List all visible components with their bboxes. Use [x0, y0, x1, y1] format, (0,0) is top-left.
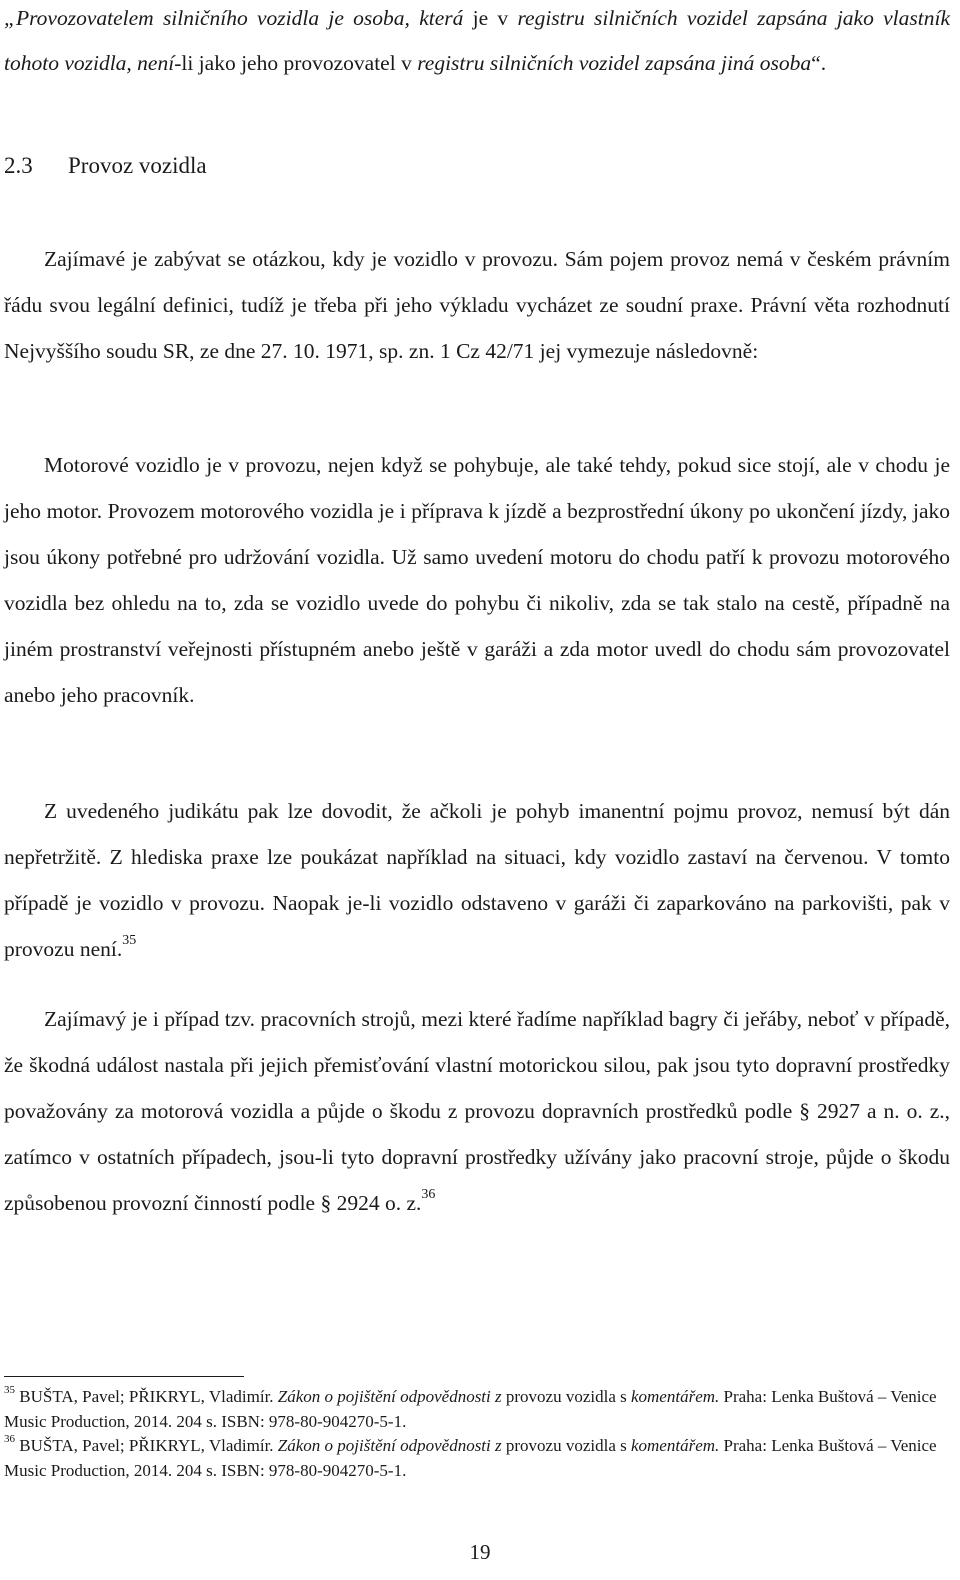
- quote-continuation: [4, 0, 950, 86]
- footnote-ref-35[interactable]: 35: [122, 932, 137, 948]
- quote-plain-2: li jako jeho provozovatel v: [181, 51, 418, 75]
- footnotes: [4, 1385, 950, 1483]
- quote-plain-1: je v: [463, 6, 518, 30]
- footnote-mid: provozu vozidla s: [501, 1436, 631, 1455]
- section-number: 2.3: [4, 153, 33, 178]
- quote-italic-1: „Provozovatelem silničního vozidla je osoba, která: [4, 6, 464, 30]
- footnote-title-2: komentářem.: [630, 1387, 720, 1406]
- paragraph-work-machines: [4, 996, 950, 1226]
- footnote-authors: BUŠTA, Pavel; PŘIKRYL, Vladimír.: [15, 1436, 278, 1455]
- footnote-title: Zákon o pojištění odpovědnosti z: [277, 1436, 502, 1455]
- footnote-ref-36[interactable]: 36: [421, 1186, 436, 1202]
- paragraph-judgment-quote: Motorové vozidlo je v provozu, nejen když se pohybuje, ale také tehdy, pokud sice stojí, ale v chodu je jeho motor. Provozem motorového vozidla je i příprava k jízdě a bezprostřední úkony po ukončení jízdy, jako jsou úkony potřebné pro udržování vozidla. Už samo uvedení motoru do chodu patří k provozu motorového vozidla bez ohledu na to, zda se vozidlo uvede do pohybu či nikoliv, zda se tak stalo na cestě, případně na jiném prostranství veřejnosti přístupném anebo ještě v garáži a zda motor uvedl do chodu sám provozovatel anebo jeho pracovník.: [4, 453, 950, 707]
- footnote-publication: Praha: Lenka Buštová – Venice Music Production, 2014. 204 s. ISBN: 978-80-904270-5-1.: [4, 1436, 937, 1480]
- quote-plain-3: “.: [811, 51, 827, 75]
- paragraph-judgment-analysis-text: Z uvedeného judikátu pak lze dovodit, že ačkoli je pohyb imanentní pojmu provoz, nemusí být dán nepřetržitě. Z hlediska praxe lze poukázat například na situaci, kdy vozidlo zastaví na červenou. V tomto případě je vozidlo v provozu. Naopak je-li vozidlo odstaveno v garáži či zaparkováno na parkovišti, pak v provozu není.: [4, 799, 950, 961]
- section-title: Provoz vozidla: [68, 153, 207, 178]
- footnote-title: Zákon o pojištění odpovědnosti z: [277, 1387, 502, 1406]
- paragraph-intro: Zajímavé je zabývat se otázkou, kdy je vozidlo v provozu. Sám pojem provoz nemá v českém právním řádu svou legální definici, tudíž je třeba při jeho výkladu vycházet ze soudní praxe. Právní věta rozhodnutí Nejvyššího soudu SR, ze dne 27. 10. 1971, sp. zn. 1 Cz 42/71 jej vymezuje následovně:: [4, 247, 950, 363]
- section-heading: [4, 153, 207, 179]
- quote-italic-3: registru silničních vozidel zapsána jiná osoba: [417, 51, 812, 75]
- footnote-36: [4, 1434, 950, 1483]
- footnote-35: [4, 1385, 950, 1434]
- footnote-mid: provozu vozidla s: [501, 1387, 631, 1406]
- paragraph-judgment-analysis: [4, 788, 950, 972]
- paragraph-work-machines-text: Zajímavý je i případ tzv. pracovních strojů, mezi které řadíme například bagry či jeřáby, neboť v případě, že škodná událost nastala při jejich přemisťování vlastní motorickou silou, pak jsou tyto dopravní prostředky považovány za motorová vozidla a půjde o škodu z provozu dopravních prostředků podle § 2927 a n. o. z., zatímco v ostatních případech, jsou-li tyto dopravní prostředky užívány jako pracovní stroje, půjde o škodu způsobenou provozní činností podle § 2924 o. z.: [4, 1007, 950, 1215]
- footnote-authors: BUŠTA, Pavel; PŘIKRYL, Vladimír.: [15, 1387, 278, 1406]
- page-number: 19: [469, 1540, 491, 1564]
- footnote-number: 36: [4, 1433, 15, 1446]
- footnote-number: 35: [4, 1384, 15, 1397]
- footnote-separator: [4, 1376, 244, 1377]
- quote-italic-2: registru silničních vozidel zapsána jako vlastník tohoto vozidla, není-: [4, 6, 950, 75]
- footnote-title-2: komentářem.: [630, 1436, 720, 1455]
- footnote-publication: Praha: Lenka Buštová – Venice Music Production, 2014. 204 s. ISBN: 978-80-904270-5-1.: [4, 1387, 937, 1431]
